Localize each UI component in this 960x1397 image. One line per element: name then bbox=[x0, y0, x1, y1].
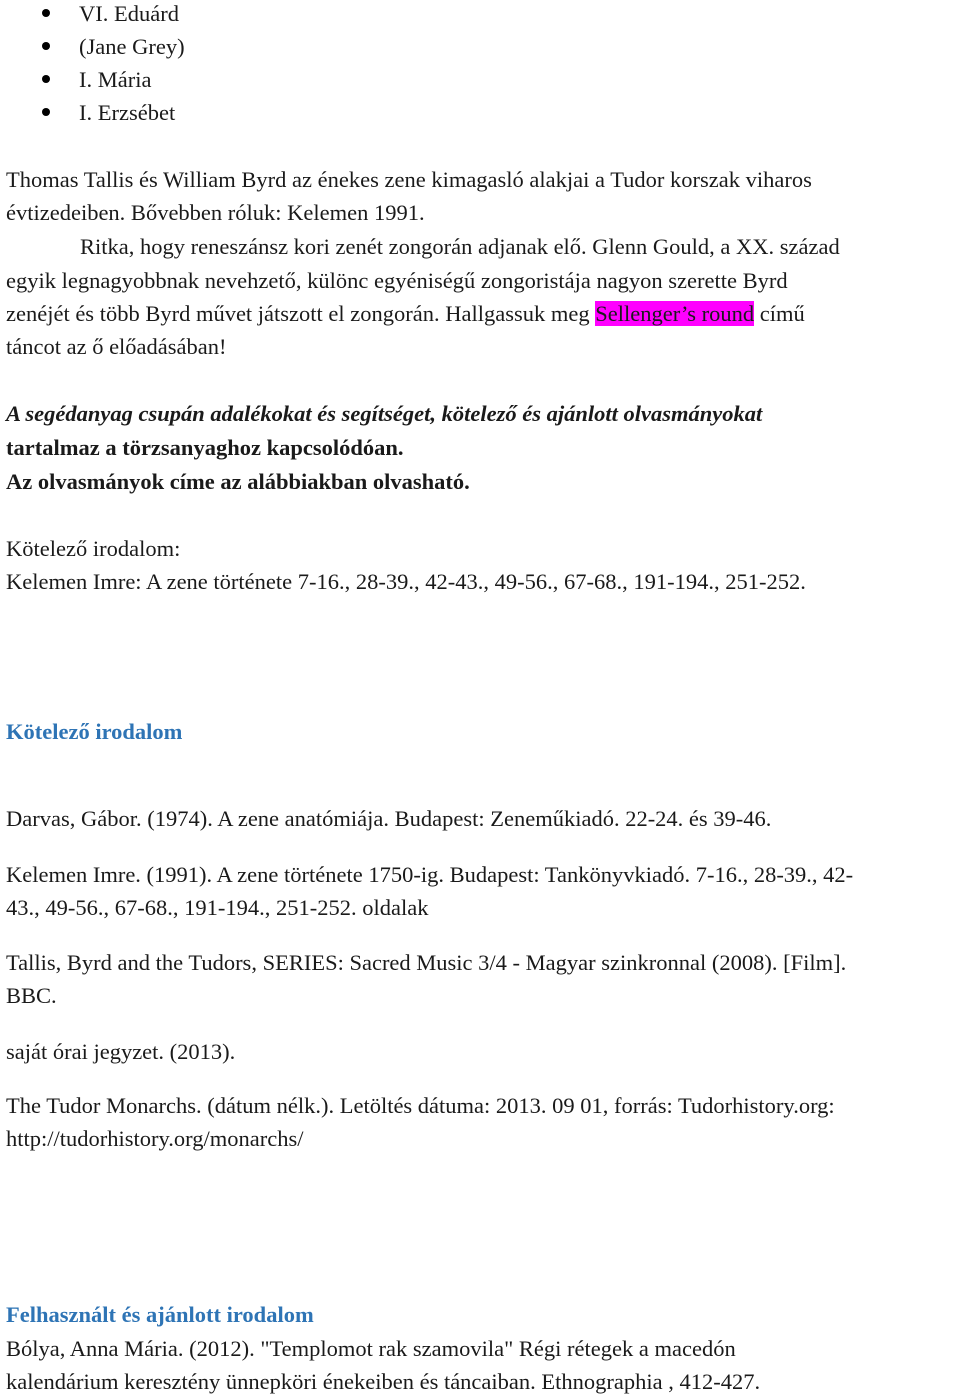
intro-text: zenéjét és több Byrd művet játszott el zongorán. Hallgassuk meg bbox=[6, 301, 590, 326]
highlighted-title: Sellenger’s round bbox=[595, 301, 755, 326]
required-text: Kelemen Imre: A zene története 7-16., 28-39., 42-43., 49-56., 67-68., 191-194., 251-252. bbox=[6, 569, 806, 594]
bibliography-entry: BBC. bbox=[6, 983, 57, 1008]
bullet-icon bbox=[42, 9, 50, 17]
required-label: Kötelező irodalom: bbox=[6, 536, 181, 561]
intro-text: című bbox=[759, 301, 805, 326]
notice-line: A segédanyag csupán adalékokat és segítséget, kötelező és ajánlott olvasmányokat bbox=[6, 401, 763, 426]
bibliography-entry: Tallis, Byrd and the Tudors, SERIES: Sacred Music 3/4 - Magyar szinkronnal (2008). [Film]. bbox=[6, 950, 847, 975]
list-item-text: I. Erzsébet bbox=[79, 100, 176, 125]
notice-line: Az olvasmányok címe az alábbiakban olvasható. bbox=[6, 469, 470, 494]
bibliography-entry: saját órai jegyzet. (2013). bbox=[6, 1039, 236, 1064]
list-item-text: I. Mária bbox=[79, 67, 152, 92]
bullet-icon bbox=[42, 75, 50, 83]
bullet-icon bbox=[42, 42, 50, 50]
bibliography-entry: Kelemen Imre. (1991). A zene története 1750-ig. Budapest: Tankönyvkiadó. 7-16., 28-39., 42- bbox=[6, 862, 854, 887]
used-literature-entry: Bólya, Anna Mária. (2012). "Templomot rak szamovila" Régi rétegek a macedón bbox=[6, 1336, 736, 1361]
intro-line bbox=[6, 303, 805, 326]
used-literature-entry: kalendárium keresztény ünnepköri énekeiben és táncaiban. Ethnographia , 412-427. bbox=[6, 1369, 761, 1394]
bibliography-link[interactable]: http://tudorhistory.org/monarchs/ bbox=[6, 1126, 304, 1151]
bullet-icon bbox=[42, 108, 50, 116]
bibliography-heading: Kötelező irodalom bbox=[6, 719, 183, 744]
list-item-text: (Jane Grey) bbox=[79, 34, 185, 59]
list-item-text: VI. Eduárd bbox=[79, 1, 179, 26]
intro-line: táncot az ő előadásában! bbox=[6, 334, 227, 359]
intro-line: évtizedeiben. Bővebben róluk: Kelemen 1991. bbox=[6, 200, 425, 225]
intro-line: egyik legnagyobbnak nevehzető, különc egyéniségű zongoristája nagyon szerette Byrd bbox=[6, 268, 788, 293]
bibliography-entry: The Tudor Monarchs. (dátum nélk.). Letöltés dátuma: 2013. 09 01, forrás: Tudorhistory.org: bbox=[6, 1093, 835, 1118]
used-literature-heading: Felhasznált és ajánlott irodalom bbox=[6, 1302, 314, 1327]
bibliography-entry: Darvas, Gábor. (1974). A zene anatómiája. Budapest: Zeneműkiadó. 22-24. és 39-46. bbox=[6, 806, 772, 831]
intro-line: Thomas Tallis és William Byrd az énekes zene kimagasló alakjai a Tudor korszak viharos bbox=[6, 167, 812, 192]
bibliography-entry: 43., 49-56., 67-68., 191-194., 251-252. oldalak bbox=[6, 895, 429, 920]
intro-line: Ritka, hogy reneszánsz kori zenét zongorán adjanak elő. Glenn Gould, a XX. század bbox=[80, 234, 840, 259]
notice-line: tartalmaz a törzsanyaghoz kapcsolódóan. bbox=[6, 435, 404, 460]
